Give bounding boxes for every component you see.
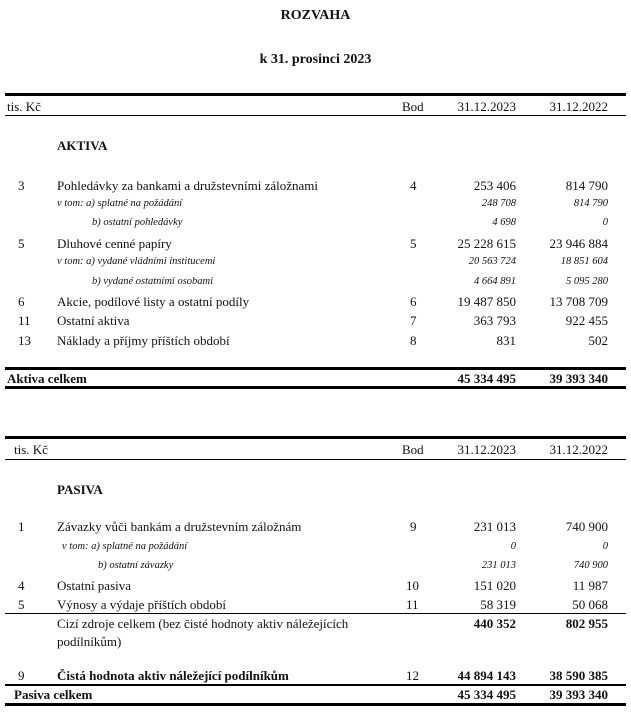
row-value-2022: 50 068: [572, 597, 608, 612]
row-label: v tom: a) vydané vládními institucemi: [57, 256, 216, 267]
aktiva-total-bottom-rule: [5, 386, 626, 389]
cizi-zdroje-rule: [5, 613, 626, 614]
row-bod: 9: [410, 519, 417, 534]
row-label: Pohledávky za bankami a družstevními záložnami: [57, 178, 318, 193]
row-value-2022: 0: [602, 541, 608, 552]
row-bod: 11: [406, 597, 419, 612]
pasiva-bod-header: Bod: [402, 442, 424, 457]
pasiva-total-2023: 45 334 495: [457, 687, 516, 702]
aktiva-total-label: Aktiva celkem: [7, 371, 87, 386]
row-value-2023: 4 664 891: [474, 276, 516, 287]
row-value-2023: 248 708: [481, 198, 516, 209]
aktiva-total-top-rule: [5, 367, 626, 370]
row-value-2023: 231 013: [481, 560, 516, 571]
row-bod: 7: [410, 313, 417, 328]
row-bod: 4: [410, 178, 417, 193]
row-value-2022: 922 455: [565, 313, 608, 328]
pasiva-total-top-rule: [5, 684, 626, 686]
row-value-2022: 814 790: [565, 178, 608, 193]
row-bod: 5: [410, 236, 417, 251]
row-bod: 10: [406, 578, 419, 593]
pasiva-col-2022-header: 31.12.2022: [549, 442, 608, 457]
row-value-2022: 740 900: [565, 519, 608, 534]
row-number: 6: [18, 294, 25, 309]
aktiva-header-rule: [5, 115, 626, 116]
row-label: Výnosy a výdaje příštích období: [57, 597, 226, 612]
row-number: 3: [18, 178, 25, 193]
row-label: v tom: a) splatné na požádání: [57, 198, 183, 209]
cizi-zdroje-label-line1: Cizí zdroje celkem (bez čisté hodnoty aktiv náležejících: [57, 616, 349, 631]
pasiva-total-label: Pasiva celkem: [14, 687, 93, 702]
pasiva-header-rule: [5, 459, 626, 460]
row-value-2022: 5 095 280: [566, 276, 608, 287]
row-value-2022: 23 946 884: [549, 236, 608, 251]
row-number: 9: [18, 668, 25, 683]
row-value-2022: 814 790: [573, 198, 608, 209]
row-number: 4: [18, 578, 25, 593]
cizi-zdroje-2022: 802 955: [565, 616, 608, 631]
row-label: Dluhové cenné papíry: [57, 236, 172, 251]
page-title: ROZVAHA: [280, 8, 351, 23]
aktiva-unit-header: tis. Kč: [7, 99, 41, 114]
row-value-2022: 0: [602, 217, 608, 228]
cizi-zdroje-label-line2: podílníkům): [57, 634, 122, 649]
row-number: 11: [18, 313, 31, 328]
row-number: 5: [18, 236, 25, 251]
row-value-2023: 363 793: [473, 313, 516, 328]
row-label: b) vydané ostatními osobami: [92, 276, 214, 287]
row-value-2023: 831: [496, 333, 516, 348]
row-value-2022: 502: [588, 333, 608, 348]
row-label: Závazky vůči bankám a družstevním záložnám: [57, 519, 302, 534]
aktiva-total-2023: 45 334 495: [457, 371, 516, 386]
row-value-2022: 740 900: [573, 560, 608, 571]
row-value-2023: 231 013: [473, 519, 516, 534]
row-value-2023: 151 020: [473, 578, 516, 593]
aktiva-total-2022: 39 393 340: [549, 371, 608, 386]
row-bod: 12: [406, 668, 419, 683]
row-label: Náklady a příjmy příštích období: [57, 333, 230, 348]
row-value-2023: 25 228 615: [457, 236, 516, 251]
row-label: v tom: a) splatné na požádání: [62, 541, 188, 552]
pasiva-section-title: PASIVA: [57, 482, 103, 497]
cista-hodnota-label: Čistá hodnota aktiv náležející podílníkům: [57, 668, 289, 683]
cista-hodnota-2022: 38 590 385: [549, 668, 608, 683]
row-value-2022: 13 708 709: [549, 294, 608, 309]
row-number: 1: [18, 519, 25, 534]
row-value-2023: 4 698: [492, 217, 516, 228]
pasiva-unit-header: tis. Kč: [14, 442, 48, 457]
pasiva-top-rule: [5, 436, 626, 439]
row-value-2023: 0: [510, 541, 516, 552]
row-bod: 6: [410, 294, 417, 309]
row-label: Ostatní aktiva: [57, 313, 130, 328]
cizi-zdroje-2023: 440 352: [473, 616, 516, 631]
row-label: b) ostatní pohledávky: [92, 217, 183, 228]
pasiva-total-bottom-rule: [5, 703, 626, 706]
aktiva-section-title: AKTIVA: [57, 138, 108, 153]
row-number: 5: [18, 597, 25, 612]
pasiva-col-2023-header: 31.12.2023: [457, 442, 516, 457]
row-number: 13: [18, 333, 31, 348]
row-value-2023: 19 487 850: [457, 294, 516, 309]
aktiva-bod-header: Bod: [402, 99, 424, 114]
row-value-2023: 20 563 724: [468, 256, 516, 267]
row-label: b) ostatní závazky: [98, 560, 174, 571]
row-label: Ostatní pasiva: [57, 578, 132, 593]
pasiva-total-2022: 39 393 340: [549, 687, 608, 702]
cista-hodnota-2023: 44 894 143: [457, 668, 516, 683]
row-value-2023: 58 319: [480, 597, 516, 612]
aktiva-col-2023-header: 31.12.2023: [457, 99, 516, 114]
aktiva-col-2022-header: 31.12.2022: [549, 99, 608, 114]
row-value-2022: 18 851 604: [560, 256, 608, 267]
row-value-2023: 253 406: [473, 178, 516, 193]
row-label: Akcie, podílové listy a ostatní podíly: [57, 294, 250, 309]
aktiva-top-rule: [5, 93, 626, 96]
row-value-2022: 11 987: [572, 578, 608, 593]
page-subtitle: k 31. prosinci 2023: [259, 52, 372, 67]
row-bod: 8: [410, 333, 417, 348]
